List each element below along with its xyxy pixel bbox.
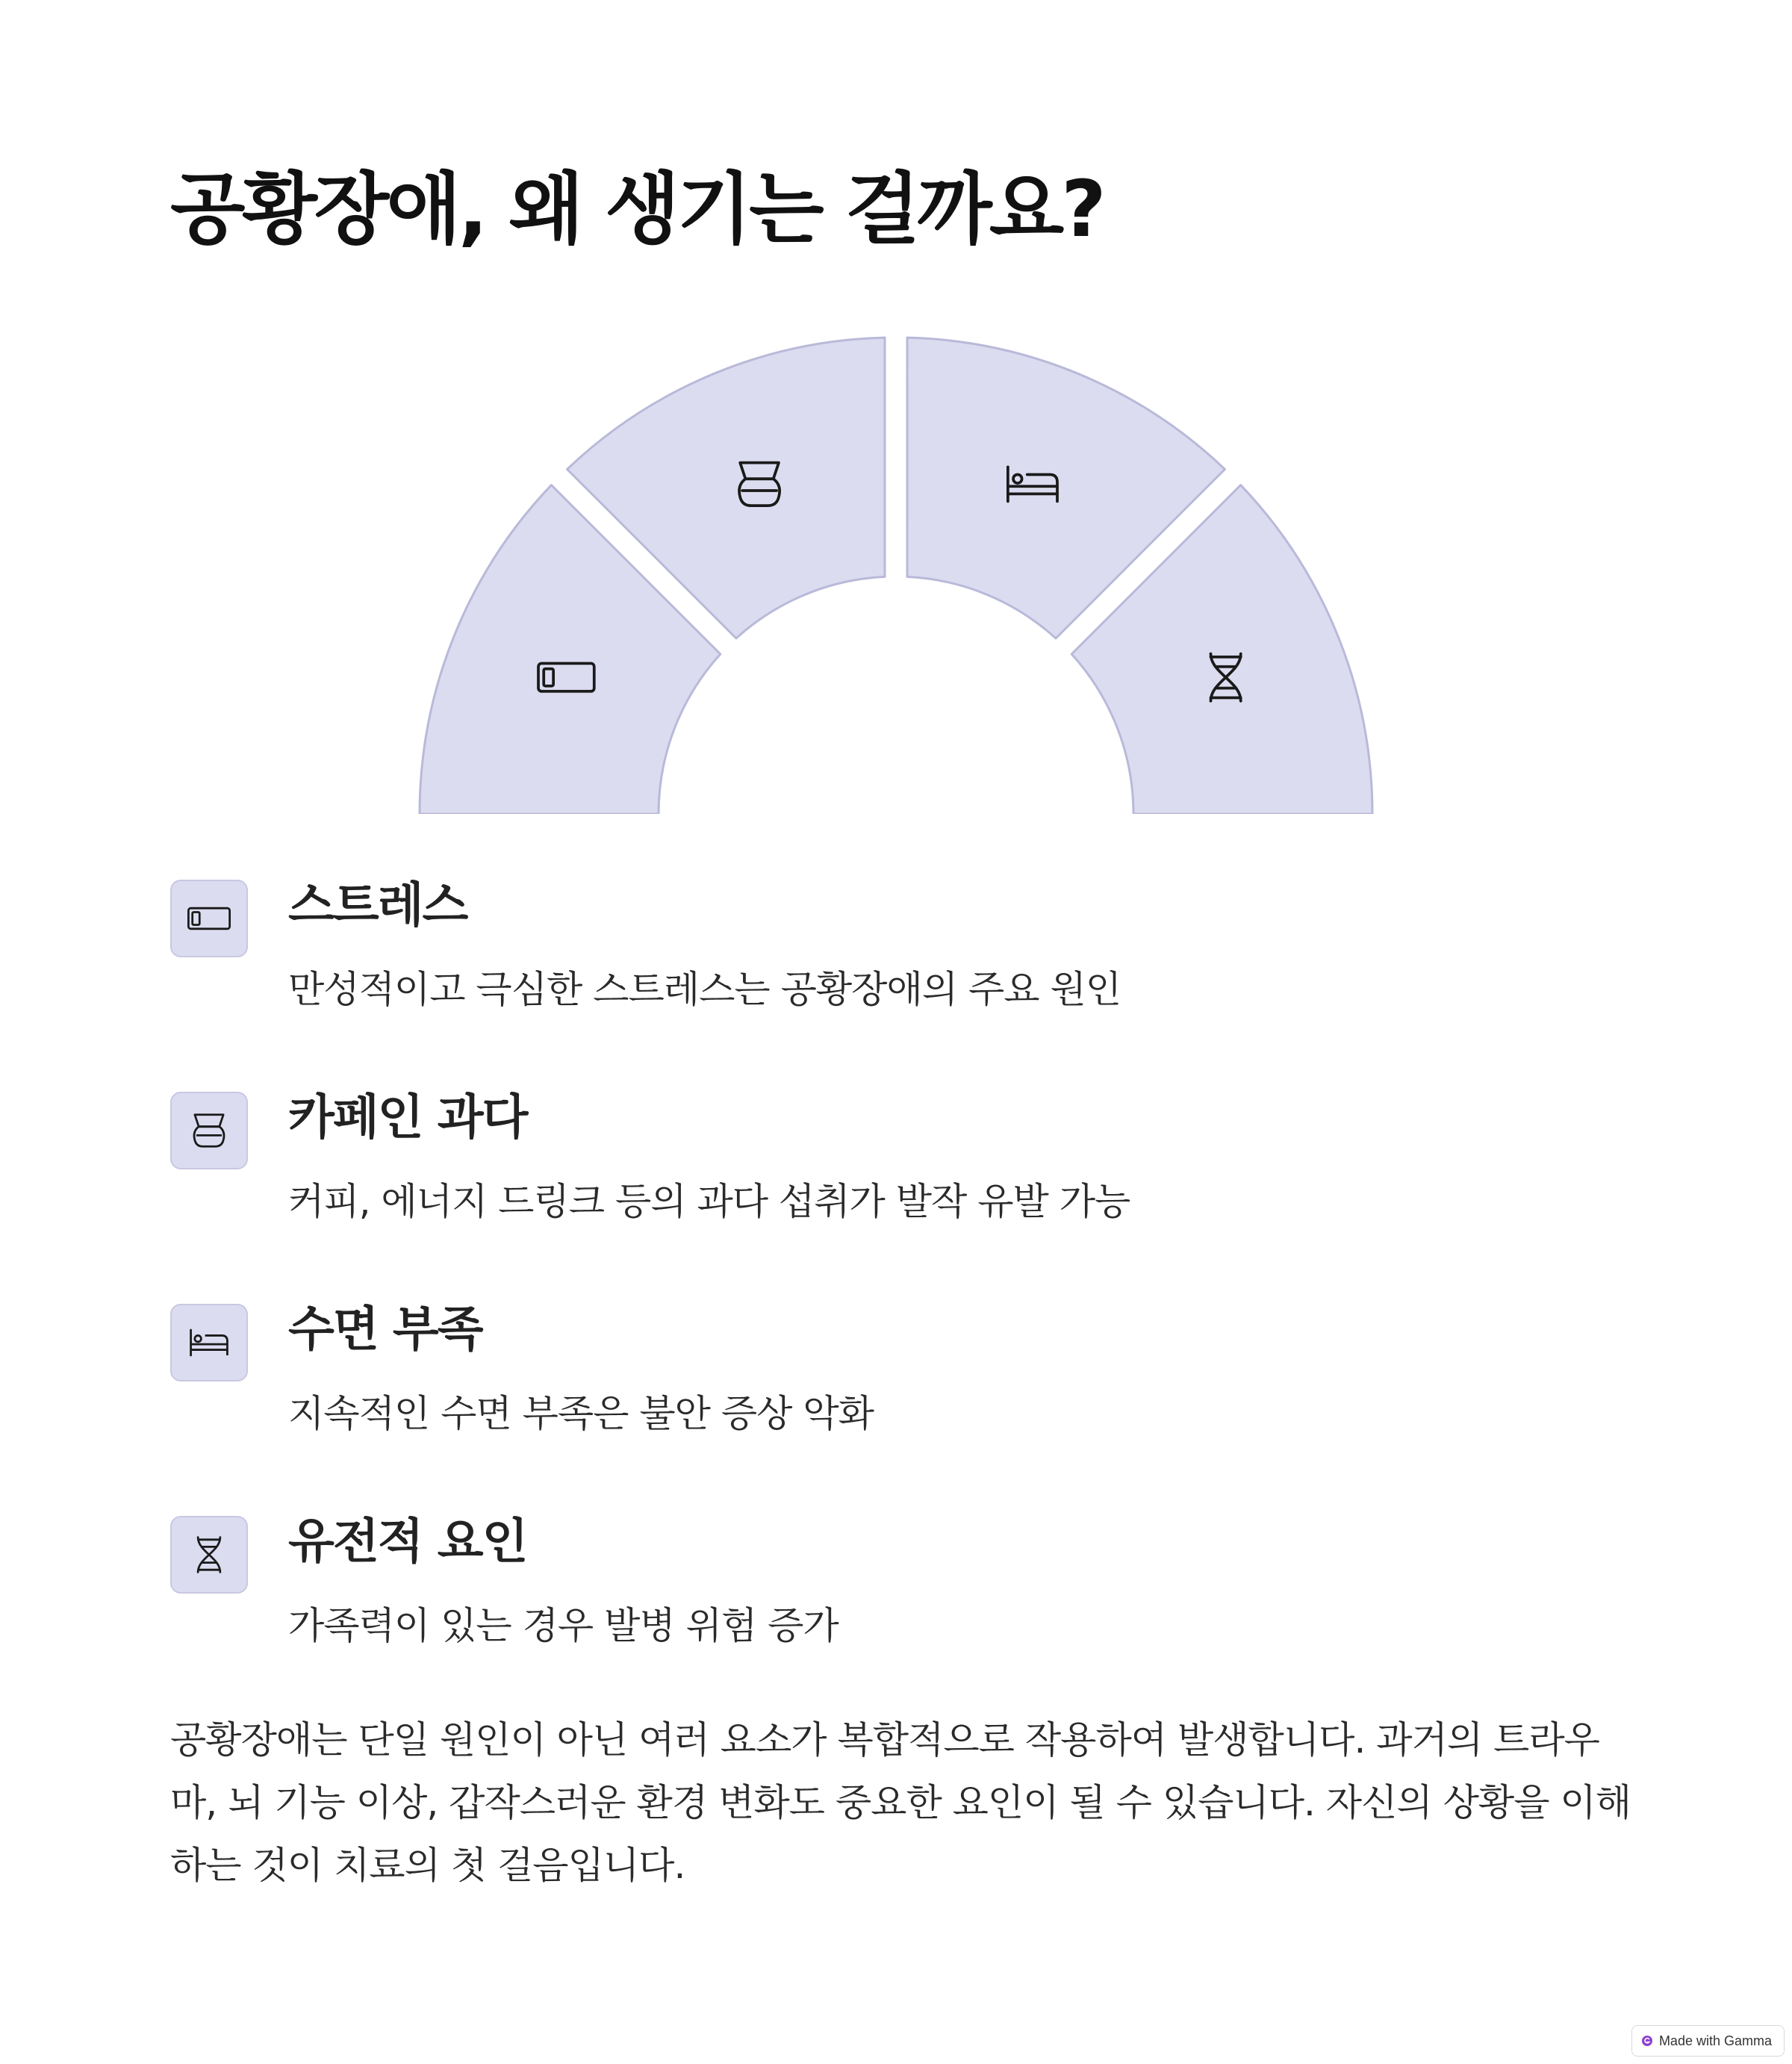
item-icon-box xyxy=(170,880,248,957)
battery-icon xyxy=(184,893,234,944)
item-description: 가족력이 있는 경우 발병 위험 증가 xyxy=(288,1604,839,1647)
item-description: 만성적이고 극심한 스트레스는 공황장애의 주요 원인 xyxy=(288,968,1121,1011)
item-description: 지속적인 수면 부족은 불안 증상 악화 xyxy=(288,1392,874,1435)
item-icon-box xyxy=(170,1304,248,1381)
item-title: 유전적 요인 xyxy=(288,1514,527,1570)
causes-list xyxy=(170,880,1634,1728)
item-icon-box xyxy=(170,1092,248,1169)
item-title: 스트레스 xyxy=(288,878,467,933)
page-title: 공황장애, 왜 생기는 걸까요? xyxy=(170,164,1104,255)
item-icon-box xyxy=(170,1516,248,1594)
item-title: 수면 부족 xyxy=(288,1302,482,1358)
list-item-genetic xyxy=(170,1516,1634,1728)
list-item-caffeine xyxy=(170,1092,1634,1304)
gamma-logo-icon xyxy=(1641,2035,1653,2047)
arch-svg xyxy=(418,336,1374,814)
list-item-stress xyxy=(170,880,1634,1092)
badge-label: Made with Gamma xyxy=(1658,2033,1772,2048)
bed-icon xyxy=(184,1317,234,1368)
summary-paragraph: 공황장애는 단일 원인이 아닌 여러 요소가 복합적으로 작용하여 발생합니다. 과거의 트라우마, 뇌 기능 이상, 갑작스러운 환경 변화도 중요한 요인이 될 수 있습니다. 자신의 상황을 이해하는 것이 치료의 첫 걸음입니다. xyxy=(170,1718,1631,1887)
dna-icon xyxy=(184,1529,234,1580)
coffee-pot-icon xyxy=(184,1105,234,1156)
item-description: 커피, 에너지 드링크 등의 과다 섭취가 발작 유발 가능 xyxy=(288,1180,1130,1223)
causes-arch-diagram xyxy=(418,336,1374,814)
list-item-sleep xyxy=(170,1304,1634,1516)
made-with-gamma-badge[interactable] xyxy=(1631,2025,1785,2057)
item-title: 카페인 과다 xyxy=(288,1090,527,1146)
